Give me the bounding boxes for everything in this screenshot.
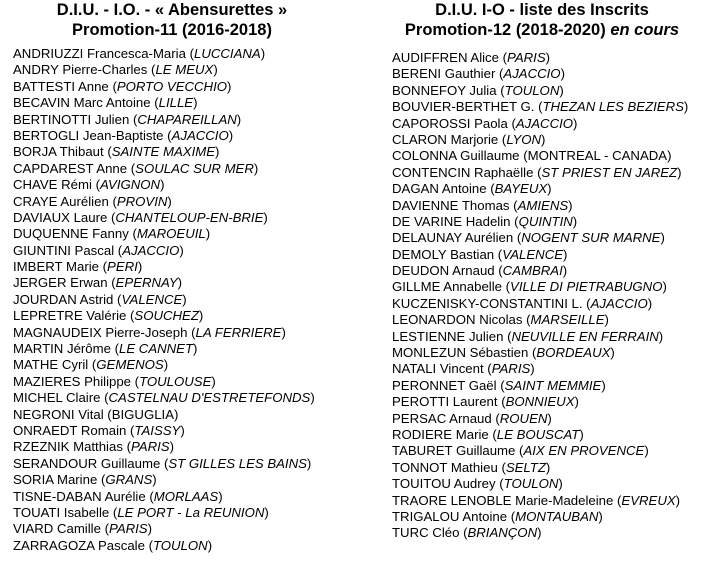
student-entry: BORJA Thibaut (SAINTE MAXIME): [13, 144, 220, 160]
student-name: PERSAC Arnaud: [392, 410, 492, 426]
student-entry: BERTINOTTI Julien (CHAPAREILLAN): [13, 111, 242, 127]
student-name: CAPOROSSI Paola: [392, 115, 508, 131]
student-entry: BERTOGLI Jean-Baptiste (AJACCIO): [13, 127, 234, 143]
student-name: KUCZENISKY-CONSTANTINI L.: [392, 295, 583, 311]
student-entry: DAGAN Antoine (BAYEUX): [392, 181, 552, 197]
student-name: COLONNA Guillaume: [392, 148, 520, 164]
student-city: ST GILLES LES BAINS: [168, 455, 307, 471]
student-name: SORIA Marine: [13, 472, 98, 488]
student-name: DE VARINE Hadelin: [392, 213, 511, 229]
student-city: CHAPAREILLAN: [137, 111, 237, 127]
student-entry: DEMOLY Bastian (VALENCE): [392, 246, 568, 262]
student-entry: MONLEZUN Sébastien (BORDEAUX): [392, 345, 615, 361]
student-entry: MICHEL Claire (CASTELNAU D'ESTRETEFONDS): [13, 390, 315, 406]
student-name: DAVIAUX Laure: [13, 209, 108, 225]
student-name: BERTOGLI Jean-Baptiste: [13, 127, 164, 143]
student-entry: SORIA Marine (GRANS): [13, 472, 157, 488]
student-name: MAGNAUDEIX Pierre-Joseph: [13, 324, 188, 340]
student-name: DELAUNAY Aurélien: [392, 230, 514, 246]
student-city: AIX EN PROVENCE: [523, 443, 645, 459]
student-name: AUDIFFREN Alice: [392, 50, 499, 65]
student-entry: DELAUNAY Aurélien (NOGENT SUR MARNE): [392, 230, 665, 246]
student-name: GIUNTINI Pascal: [13, 242, 115, 258]
student-city: LE PORT - La REUNION: [117, 504, 265, 520]
student-name: GILLME Annabelle: [392, 279, 502, 295]
student-entry: LESTIENNE Julien (NEUVILLE EN FERRAIN): [392, 328, 664, 344]
student-city: LUCCIANA: [194, 46, 261, 61]
student-city: SELTZ: [505, 459, 546, 475]
student-city: TOULOUSE: [139, 373, 212, 389]
student-name: CAPDAREST Anne: [13, 160, 128, 176]
student-city: PROVIN: [116, 193, 168, 209]
student-city: LA FERRIERE: [195, 324, 282, 340]
student-city: VALENCE: [121, 291, 183, 307]
student-entry: PERONNET Gaël (SAINT MEMMIE): [392, 377, 606, 393]
student-name: LEPRETRE Valérie: [13, 308, 127, 324]
student-entry: RZEZNIK Matthias (PARIS): [13, 439, 174, 455]
student-city: ROUEN: [499, 410, 548, 426]
student-city: BRIANÇON: [467, 525, 538, 541]
student-name: CHAVE Rémi: [13, 177, 92, 193]
student-entry: TABURET Guillaume (AIX EN PROVENCE): [392, 443, 649, 459]
student-city: MARSEILLE: [530, 312, 605, 328]
student-name: SERANDOUR Guillaume: [13, 455, 161, 471]
student-city: PERI: [107, 259, 138, 275]
student-city: MONTAUBAN: [515, 508, 599, 524]
student-entry: VIARD Camille (PARIS): [13, 521, 153, 537]
student-entry: LEPRETRE Valérie (SOUCHEZ): [13, 308, 204, 324]
promotion-12-status: en cours: [610, 21, 680, 39]
student-entry: DAVIAUX Laure (CHANTELOUP-EN-BRIE): [13, 209, 268, 225]
student-name: PEROTTI Laurent: [392, 394, 498, 410]
student-name: BERENI Gauthier: [392, 66, 496, 82]
student-name: TONNOT Mathieu: [392, 459, 498, 475]
student-name: BORJA Thibaut: [13, 144, 104, 160]
student-entry: TISNE-DABAN Aurélie (MORLAAS): [13, 488, 223, 504]
promotion-12-student-list: [360, 50, 720, 542]
promotion-11-title: D.I.U. - I.O. - « Abensurettes »: [56, 1, 288, 19]
student-name: BECAVIN Marc Antoine: [13, 95, 151, 111]
student-name: CONTENCIN Raphaëlle: [392, 164, 534, 180]
student-city: PARIS: [109, 521, 148, 537]
promotion-12-column: [360, 0, 720, 542]
student-name: IMBERT Marie: [13, 259, 99, 275]
student-entry: IMBERT Marie (PERI): [13, 259, 143, 275]
student-entry: ZARRAGOZA Pascale (TOULON): [13, 537, 213, 553]
student-city: LE BOUSCAT: [496, 426, 580, 442]
student-entry: JOURDAN Astrid (VALENCE): [13, 291, 187, 307]
student-entry: RODIERE Marie (LE BOUSCAT): [392, 426, 584, 442]
student-city: AJACCIO: [590, 295, 648, 311]
student-city: BAYEUX: [494, 181, 548, 197]
student-name: MAZIERES Philippe: [13, 373, 131, 389]
student-entry: CLARON Marjorie (LYON): [392, 131, 546, 147]
student-entry: BONNEFOY Julia (TOULON): [392, 82, 564, 98]
student-city: LYON: [506, 131, 542, 147]
student-entry: ANDRY Pierre-Charles (LE MEUX): [13, 62, 218, 78]
student-entry: GILLME Annabelle (VILLE DI PIETRABUGNO): [392, 279, 667, 295]
student-city: LE MEUX: [155, 62, 214, 78]
student-name: TOUITOU Audrey: [392, 476, 496, 492]
promotion-12-subtitle: [360, 20, 720, 40]
student-city: AJACCIO: [122, 242, 180, 258]
student-entry: ANDRIUZZI Francesca-Maria (LUCCIANA): [13, 46, 266, 61]
student-city: GRANS: [105, 472, 153, 488]
student-name: CRAYE Aurélien: [13, 193, 109, 209]
student-name: BATTESTI Anne: [13, 78, 109, 94]
promotion-12-years: Promotion-12 (2018-2020): [404, 21, 606, 39]
student-city: SAINT MEMMIE: [504, 377, 602, 393]
student-name: ANDRY Pierre-Charles: [13, 62, 148, 78]
student-city: CASTELNAU D'ESTRETEFONDS: [108, 390, 311, 406]
promotion-11-column: [0, 0, 340, 554]
student-name: CLARON Marjorie: [392, 131, 499, 147]
student-city: EPERNAY: [115, 275, 178, 291]
student-name: TRAORE LENOBLE Marie-Madeleine: [392, 492, 614, 508]
student-city: BONNIEUX: [505, 394, 575, 410]
student-entry: MATHE Cyril (GEMENOS): [13, 357, 169, 373]
student-name: TABURET Guillaume: [392, 443, 516, 459]
student-name: TOUATI Isabelle: [13, 504, 110, 520]
student-entry: DE VARINE Hadelin (QUINTIN): [392, 213, 578, 229]
student-name: LESTIENNE Julien: [392, 328, 504, 344]
student-city: VALENCE: [502, 246, 564, 262]
student-name: MONLEZUN Sébastien: [392, 345, 529, 361]
student-entry: LEONARDON Nicolas (MARSEILLE): [392, 312, 609, 328]
student-entry: KUCZENISKY-CONSTANTINI L. (AJACCIO): [392, 295, 653, 311]
student-city: BORDEAUX: [536, 345, 611, 361]
student-entry: DAVIENNE Thomas (AMIENS): [392, 197, 573, 213]
student-city: THEZAN LES BEZIERS: [542, 99, 684, 115]
student-name: JOURDAN Astrid: [13, 291, 114, 307]
student-name: LEONARDON Nicolas: [392, 312, 523, 328]
student-city: LILLE: [158, 95, 194, 111]
student-name: MICHEL Claire: [13, 390, 101, 406]
student-name: RODIERE Marie: [392, 426, 489, 442]
student-entry: MAZIERES Philippe (TOULOUSE): [13, 373, 216, 389]
student-name: TISNE-DABAN Aurélie: [13, 488, 146, 504]
student-entry: CHAVE Rémi (AVIGNON): [13, 177, 165, 193]
student-entry: TRAORE LENOBLE Marie-Madeleine (EVREUX): [392, 492, 681, 508]
student-entry: BECAVIN Marc Antoine (LILLE): [13, 95, 198, 111]
student-city: CHANTELOUP-EN-BRIE: [115, 209, 264, 225]
student-name: BOUVIER-BERTHET G.: [392, 99, 535, 115]
student-name: JERGER Erwan: [13, 275, 108, 291]
student-city: SOUCHEZ: [134, 308, 199, 324]
student-city: GEMENOS: [96, 357, 164, 373]
student-city: TOULON: [503, 476, 559, 492]
promotion-12-title: D.I.U. I-O - liste des Inscrits: [435, 1, 649, 19]
student-entry: DUQUENNE Fanny (MAROEUIL): [13, 226, 211, 242]
student-city: CAMBRAI: [502, 263, 563, 279]
student-name: VIARD Camille: [13, 521, 101, 537]
student-city: AMIENS: [517, 197, 569, 213]
student-city: PARIS: [130, 439, 170, 455]
student-entry: GIUNTINI Pascal (AJACCIO): [13, 242, 184, 258]
student-entry: CONTENCIN Raphaëlle (ST PRIEST EN JAREZ): [392, 164, 682, 180]
student-entry: DEUDON Arnaud (CAMBRAI): [392, 263, 568, 279]
student-name: DEMOLY Bastian: [392, 246, 495, 262]
student-city: PARIS: [507, 50, 546, 65]
student-name: NEGRONI Vital: [13, 406, 104, 422]
student-name: ZARRAGOZA Pascale: [13, 537, 145, 553]
student-entry: AUDIFFREN Alice (PARIS): [392, 50, 551, 65]
student-name: NATALI Vincent: [392, 361, 484, 377]
student-city: TOULON: [504, 82, 560, 98]
student-entry: PEROTTI Laurent (BONNIEUX): [392, 394, 579, 410]
student-name: ANDRIUZZI Francesca-Maria: [13, 46, 186, 61]
student-entry: BERENI Gauthier (AJACCIO): [392, 66, 565, 82]
student-city: AJACCIO: [171, 127, 229, 143]
student-entry: CRAYE Aurélien (PROVIN): [13, 193, 172, 209]
student-entry: TONNOT Mathieu (SELTZ): [392, 459, 551, 475]
student-entry: CAPOROSSI Paola (AJACCIO): [392, 115, 578, 131]
student-name: MARTIN Jérôme: [13, 341, 111, 357]
student-name: TRIGALOU Antoine: [392, 508, 508, 524]
student-city: QUINTIN: [518, 213, 573, 229]
student-entry: SERANDOUR Guillaume (ST GILLES LES BAINS): [13, 455, 312, 471]
student-city: AVIGNON: [99, 177, 161, 193]
student-city: MORLAAS: [153, 488, 219, 504]
student-entry: BOUVIER-BERTHET G. (THEZAN LES BEZIERS): [392, 99, 689, 115]
student-city: MONTREAL - CANADA: [527, 148, 668, 164]
student-name: DAGAN Antoine: [392, 181, 487, 197]
student-city: AJACCIO: [515, 115, 574, 131]
student-name: TURC Cléo: [392, 525, 460, 541]
student-city: EVREUX: [621, 492, 676, 508]
student-city: SOULAC SUR MER: [135, 160, 254, 176]
student-city: TAISSY: [134, 422, 181, 438]
student-entry: BATTESTI Anne (PORTO VECCHIO): [13, 78, 232, 94]
student-entry: TOUITOU Audrey (TOULON): [392, 476, 563, 492]
student-entry: COLONNA Guillaume (MONTREAL - CANADA): [392, 148, 672, 164]
student-city: SAINTE MAXIME: [111, 144, 216, 160]
student-city: PARIS: [491, 361, 531, 377]
student-city: MAROEUIL: [136, 226, 206, 242]
student-name: BERTINOTTI Julien: [13, 111, 130, 127]
student-name: BONNEFOY Julia: [392, 82, 497, 98]
student-name: DAVIENNE Thomas: [392, 197, 510, 213]
promotion-11-subtitle: Promotion-11 (2016-2018): [72, 21, 272, 39]
student-entry: NEGRONI Vital (BIGUGLIA): [13, 406, 179, 422]
student-name: RZEZNIK Matthias: [13, 439, 123, 455]
student-entry: PERSAC Arnaud (ROUEN): [392, 410, 552, 426]
student-city: TOULON: [152, 537, 208, 553]
student-entry: CAPDAREST Anne (SOULAC SUR MER): [13, 160, 259, 176]
student-entry: MAGNAUDEIX Pierre-Joseph (LA FERRIERE): [13, 324, 286, 340]
student-entry: JERGER Erwan (EPERNAY): [13, 275, 183, 291]
student-city: VILLE DI PIETRABUGNO: [510, 279, 663, 295]
student-city: PORTO VECCHIO: [116, 78, 228, 94]
student-city: LE CANNET: [119, 341, 194, 357]
student-entry: TURC Cléo (BRIANÇON): [392, 525, 542, 541]
student-name: DUQUENNE Fanny: [13, 226, 129, 242]
student-city: AJACCIO: [503, 66, 561, 82]
promotion-11-student-list: [0, 46, 340, 554]
student-entry: ONRAEDT Romain (TAISSY): [13, 422, 185, 438]
student-city: BIGUGLIA: [111, 406, 174, 422]
student-entry: MARTIN Jérôme (LE CANNET): [13, 341, 198, 357]
student-entry: TRIGALOU Antoine (MONTAUBAN): [392, 508, 603, 524]
student-name: DEUDON Arnaud: [392, 263, 495, 279]
student-city: NEUVILLE EN FERRAIN: [511, 328, 659, 344]
student-city: NOGENT SUR MARNE: [521, 230, 661, 246]
student-entry: NATALI Vincent (PARIS): [392, 361, 535, 377]
student-city: ST PRIEST EN JAREZ: [541, 164, 678, 180]
student-name: MATHE Cyril: [13, 357, 89, 373]
student-entry: TOUATI Isabelle (LE PORT - La REUNION): [13, 504, 269, 520]
student-name: PERONNET Gaël: [392, 377, 497, 393]
student-name: ONRAEDT Romain: [13, 422, 127, 438]
